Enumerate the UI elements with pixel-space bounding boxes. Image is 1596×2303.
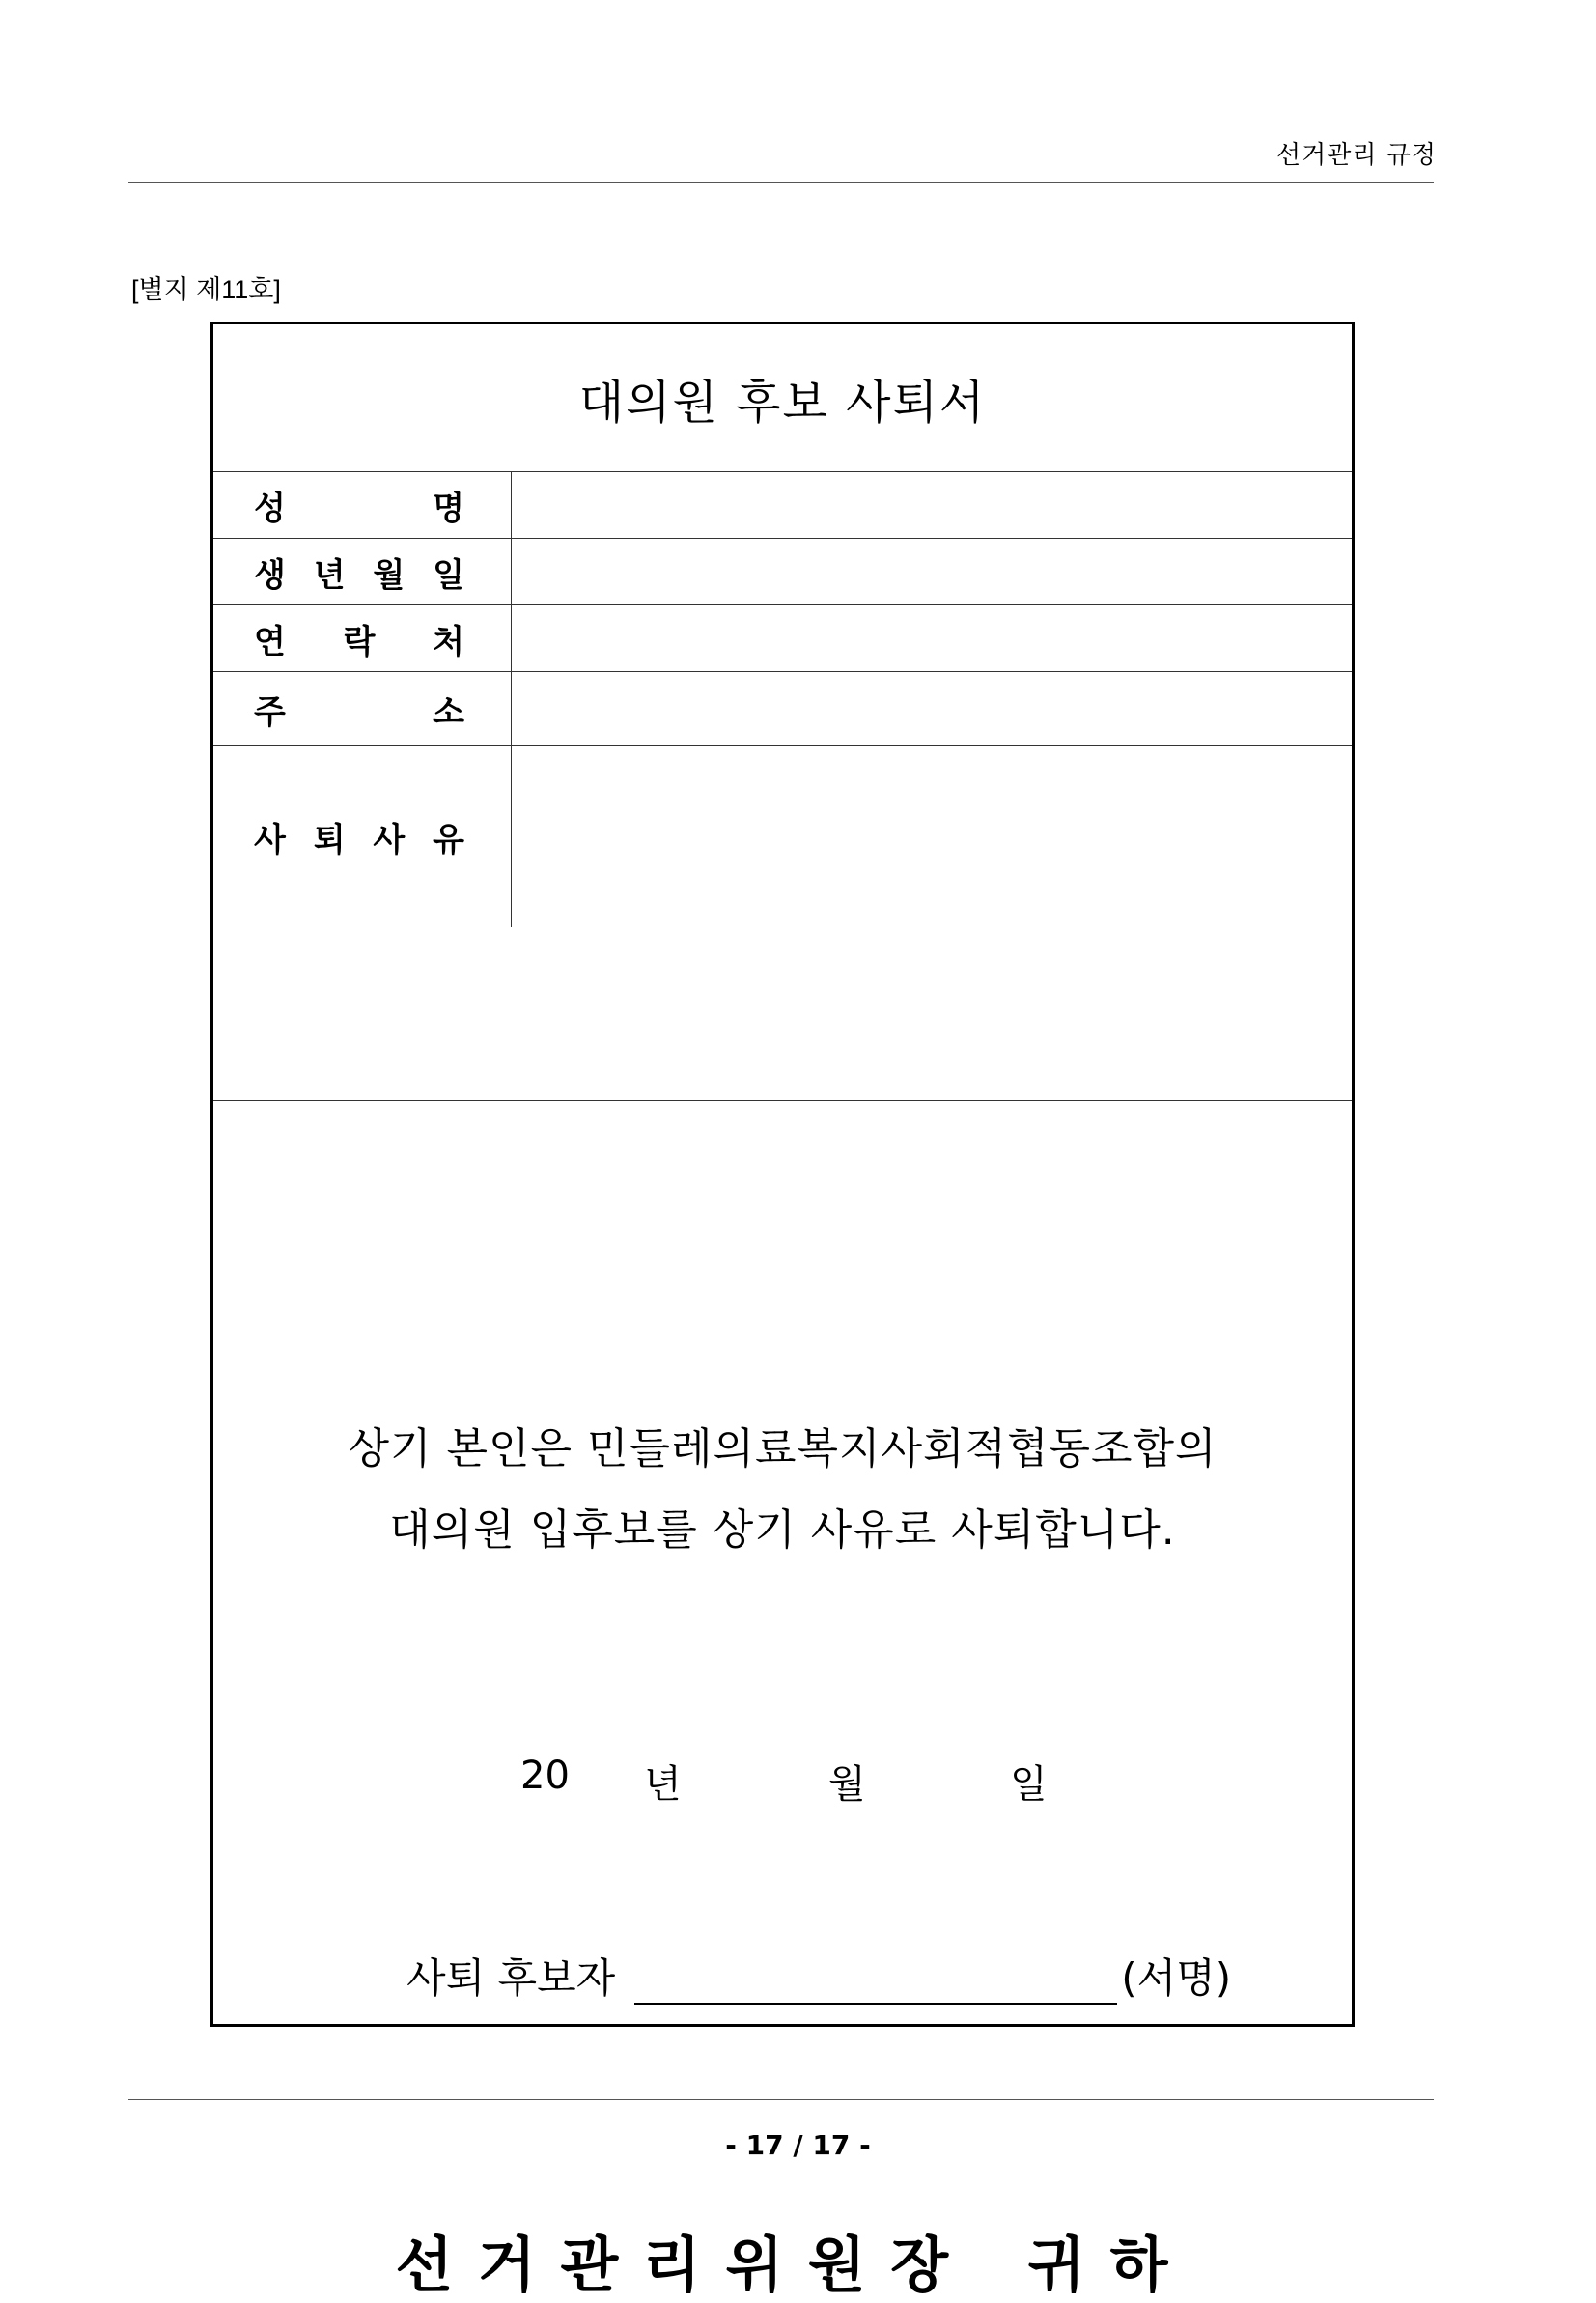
signature-suffix: (서명) [1121, 1954, 1232, 2002]
field-value-name[interactable] [512, 472, 1353, 539]
field-label-reason: 사 퇴 사 유 [213, 746, 512, 927]
table-row [213, 605, 1352, 672]
signature-label: 사퇴 후보자 [406, 1954, 616, 2002]
field-label-address: 주 소 [213, 672, 512, 746]
table-row [213, 539, 1352, 605]
field-value-contact[interactable] [512, 605, 1353, 672]
addressee [213, 2217, 1352, 2303]
field-label-contact: 연 락 처 [213, 605, 512, 672]
footer-divider [128, 2099, 1434, 2100]
page-number: - 17 / 17 - [725, 2129, 871, 2161]
date-day-label: 일 [1010, 1762, 1048, 1807]
body-divider [213, 1100, 1352, 1101]
date-year-label: 년 [644, 1762, 682, 1807]
addressee-honorific: 귀 하 [1027, 2230, 1170, 2300]
table-row [213, 746, 1352, 927]
signature-blank[interactable] [634, 1964, 1117, 2005]
field-label-name: 성 명 [213, 472, 512, 539]
table-row [213, 672, 1352, 746]
date-year-prefix: 20 [520, 1754, 570, 1798]
field-label-birthdate: 생 년 월 일 [213, 539, 512, 605]
document-header: 선거관리 규정 [1276, 141, 1437, 170]
field-value-address[interactable] [512, 672, 1353, 746]
form-number-label: [별지 제11호] [131, 275, 281, 304]
date-month-label: 월 [828, 1762, 866, 1807]
field-value-birthdate[interactable] [512, 539, 1353, 605]
info-table [213, 471, 1352, 927]
signature-line [406, 1947, 1231, 2005]
statement-line-1: 상기 본인은 민들레의료복지사회적협동조합의 [348, 1424, 1218, 1474]
header-divider [128, 182, 1434, 183]
table-row [213, 472, 1352, 539]
field-value-reason[interactable] [512, 746, 1353, 927]
addressee-committee: 선 거 관 리 위 원 장 [395, 2230, 951, 2300]
form-title: 대의원 후보 사퇴서 [578, 375, 987, 430]
statement-line-2: 대의원 입후보를 상기 사유로 사퇴합니다. [389, 1505, 1176, 1555]
